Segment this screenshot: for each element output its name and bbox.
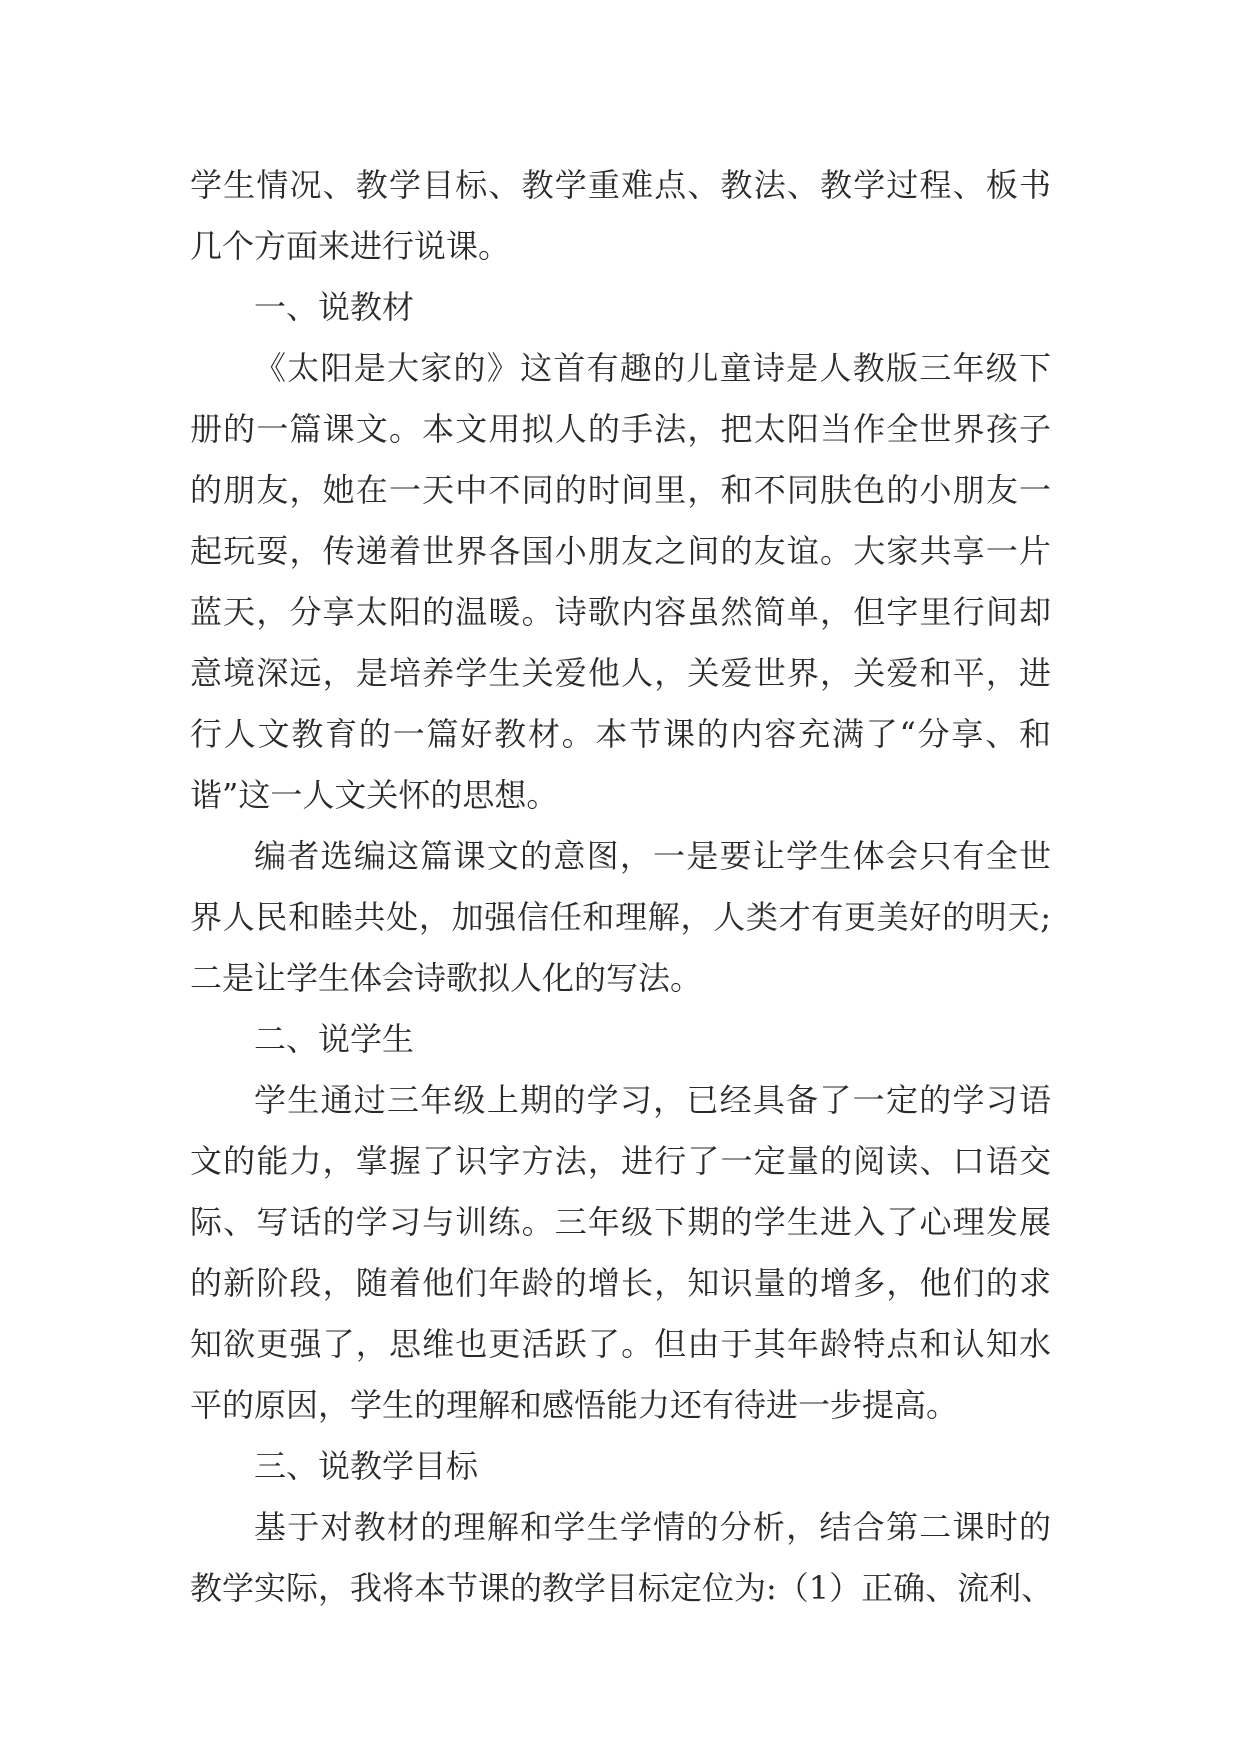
document-page	[190, 155, 1054, 1619]
text-line: 蓝天，分享太阳的温暖。诗歌内容虽然简单，但字里行间却	[190, 593, 1051, 631]
text-line: 行人文教育的一篇好教材。本节课的内容充满了“分享、和	[190, 715, 1051, 753]
text-line: 几个方面来进行说课。	[190, 227, 511, 265]
text-line: 际、写话的学习与训练。三年级下期的学生进入了心理发展	[190, 1203, 1051, 1241]
text-line: 的朋友，她在一天中不同的时间里，和不同肤色的小朋友一	[190, 471, 1051, 509]
text-line: 《太阳是大家的》这首有趣的儿童诗是人教版三年级下	[254, 349, 1051, 387]
text-line: 册的一篇课文。本文用拟人的手法，把太阳当作全世界孩子	[190, 410, 1051, 448]
text-line: 起玩耍，传递着世界各国小朋友之间的友谊。大家共享一片	[190, 532, 1051, 570]
text-line: 三、说教学目标	[254, 1447, 479, 1485]
text-line: 学生通过三年级上期的学习，已经具备了一定的学习语	[254, 1081, 1051, 1119]
text-line: 编者选编这篇课文的意图，一是要让学生体会只有全世	[254, 837, 1051, 875]
text-line: 基于对教材的理解和学生学情的分析，结合第二课时的	[254, 1508, 1051, 1546]
text-line: 学生情况、教学目标、教学重难点、教法、教学过程、板书	[190, 166, 1051, 204]
text-line: 的新阶段，随着他们年龄的增长，知识量的增多，他们的求	[190, 1264, 1051, 1302]
text-line: 一、说教材	[254, 288, 415, 326]
text-line: 谐”这一人文关怀的思想。	[190, 776, 559, 814]
text-line: 界人民和睦共处，加强信任和理解，人类才有更美好的明天;	[190, 898, 1051, 936]
text-line: 二、说学生	[254, 1020, 415, 1058]
text-line: 二是让学生体会诗歌拟人化的写法。	[190, 959, 703, 997]
text-line: 文的能力，掌握了识字方法，进行了一定量的阅读、口语交	[190, 1142, 1051, 1180]
text-line: 意境深远，是培养学生关爱他人，关爱世界，关爱和平，进	[190, 654, 1051, 692]
text-line: 平的原因，学生的理解和感悟能力还有待进一步提高。	[190, 1386, 959, 1424]
text-line: 知欲更强了，思维也更活跃了。但由于其年龄特点和认知水	[190, 1325, 1051, 1363]
text-line: 教学实际，我将本节课的教学目标定位为:（1）正确、流利、	[190, 1569, 1054, 1607]
